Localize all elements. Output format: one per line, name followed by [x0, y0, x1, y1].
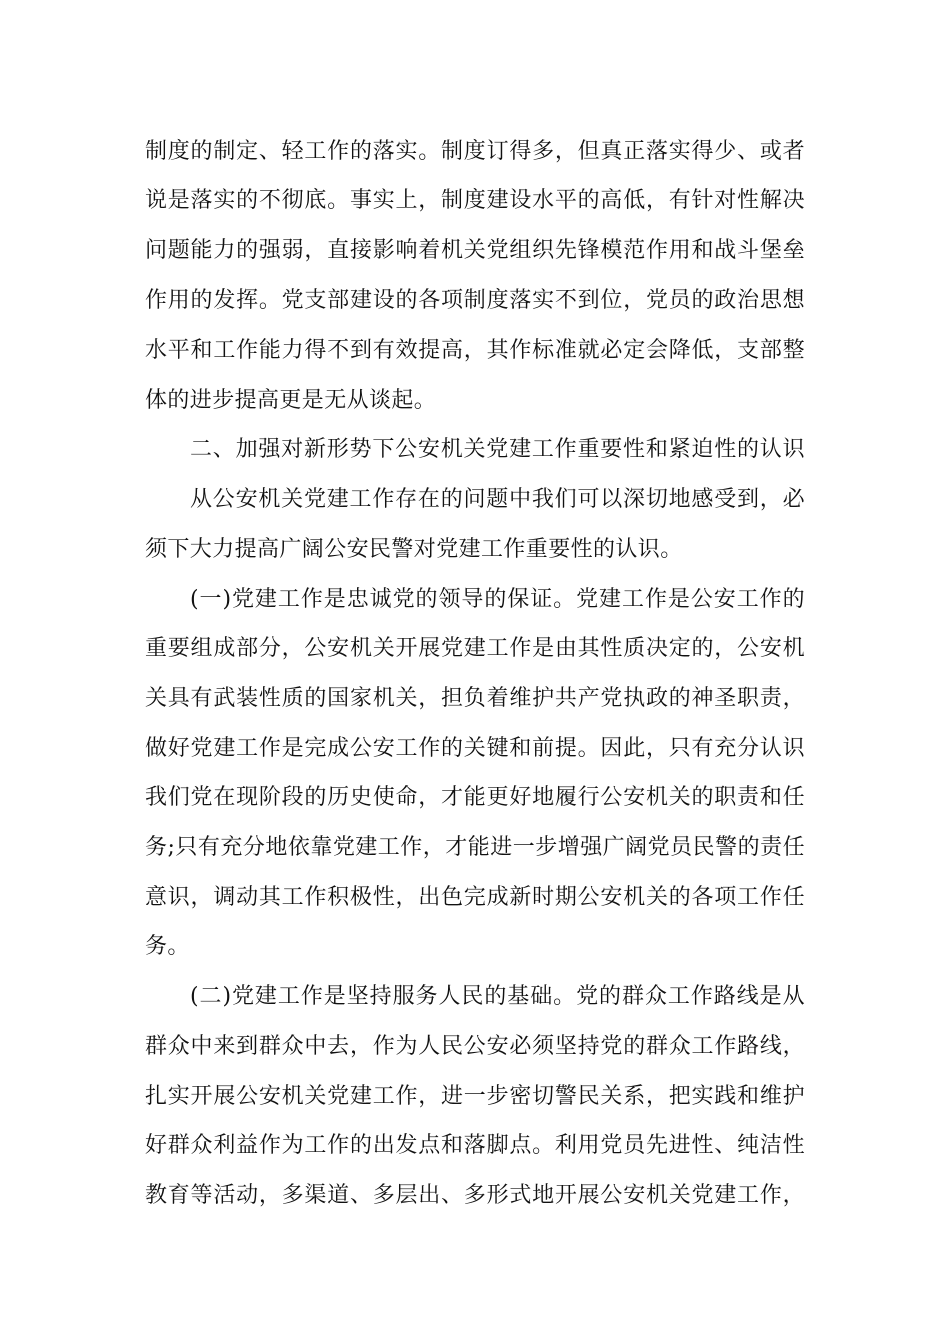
subsection-line: (一)党建工作是忠诚党的领导的保证。党建工作是公安工作的 — [190, 587, 805, 612]
text-line: 群众中来到群众中去，作为人民公安必须坚持党的群众工作路线， — [145, 1034, 805, 1059]
text-line: 好群众利益作为工作的出发点和落脚点。利用党员先进性、纯洁性 — [145, 1133, 805, 1158]
text-line: 从公安机关党建工作存在的问题中我们可以深切地感受到，必 — [190, 487, 805, 512]
text-line: 扎实开展公安机关党建工作，进一步密切警民关系，把实践和维护 — [145, 1084, 805, 1109]
text-line: 意识，调动其工作积极性，出色完成新时期公安机关的各项工作任 — [145, 885, 805, 910]
text-line: 重要组成部分，公安机关开展党建工作是由其性质决定的，公安机 — [145, 636, 805, 661]
text-line: 做好党建工作是完成公安工作的关键和前提。因此，只有充分认识 — [145, 736, 805, 761]
text-line: 关具有武装性质的国家机关，担负着维护共产党执政的神圣职责， — [145, 686, 805, 711]
text-line: 我们党在现阶段的历史使命，才能更好地履行公安机关的职责和任 — [145, 785, 805, 810]
text-line: 说是落实的不彻底。事实上，制度建设水平的高低，有针对性解决 — [145, 188, 805, 213]
text-line: 务。 — [145, 934, 190, 959]
text-line: 水平和工作能力得不到有效提高，其作标准就必定会降低，支部整 — [145, 338, 805, 363]
text-line: 作用的发挥。党支部建设的各项制度落实不到位，党员的政治思想 — [145, 288, 805, 313]
text-line: 问题能力的强弱，直接影响着机关党组织先锋模范作用和战斗堡垒 — [145, 238, 805, 263]
text-line: 教育等活动，多渠道、多层出、多形式地开展公安机关党建工作， — [145, 1183, 805, 1208]
text-line: 须下大力提高广阔公安民警对党建工作重要性的认识。 — [145, 537, 683, 562]
subsection-line: (二)党建工作是坚持服务人民的基础。党的群众工作路线是从 — [190, 984, 805, 1009]
section-heading: 二、加强对新形势下公安机关党建工作重要性和紧迫性的认识 — [190, 437, 805, 462]
text-line: 体的进步提高更是无从谈起。 — [145, 388, 437, 413]
text-line: 务;只有充分地依靠党建工作，才能进一步增强广阔党员民警的责任 — [145, 835, 805, 860]
text-line: 制度的制定、轻工作的落实。制度订得多，但真正落实得少、或者 — [145, 139, 805, 164]
